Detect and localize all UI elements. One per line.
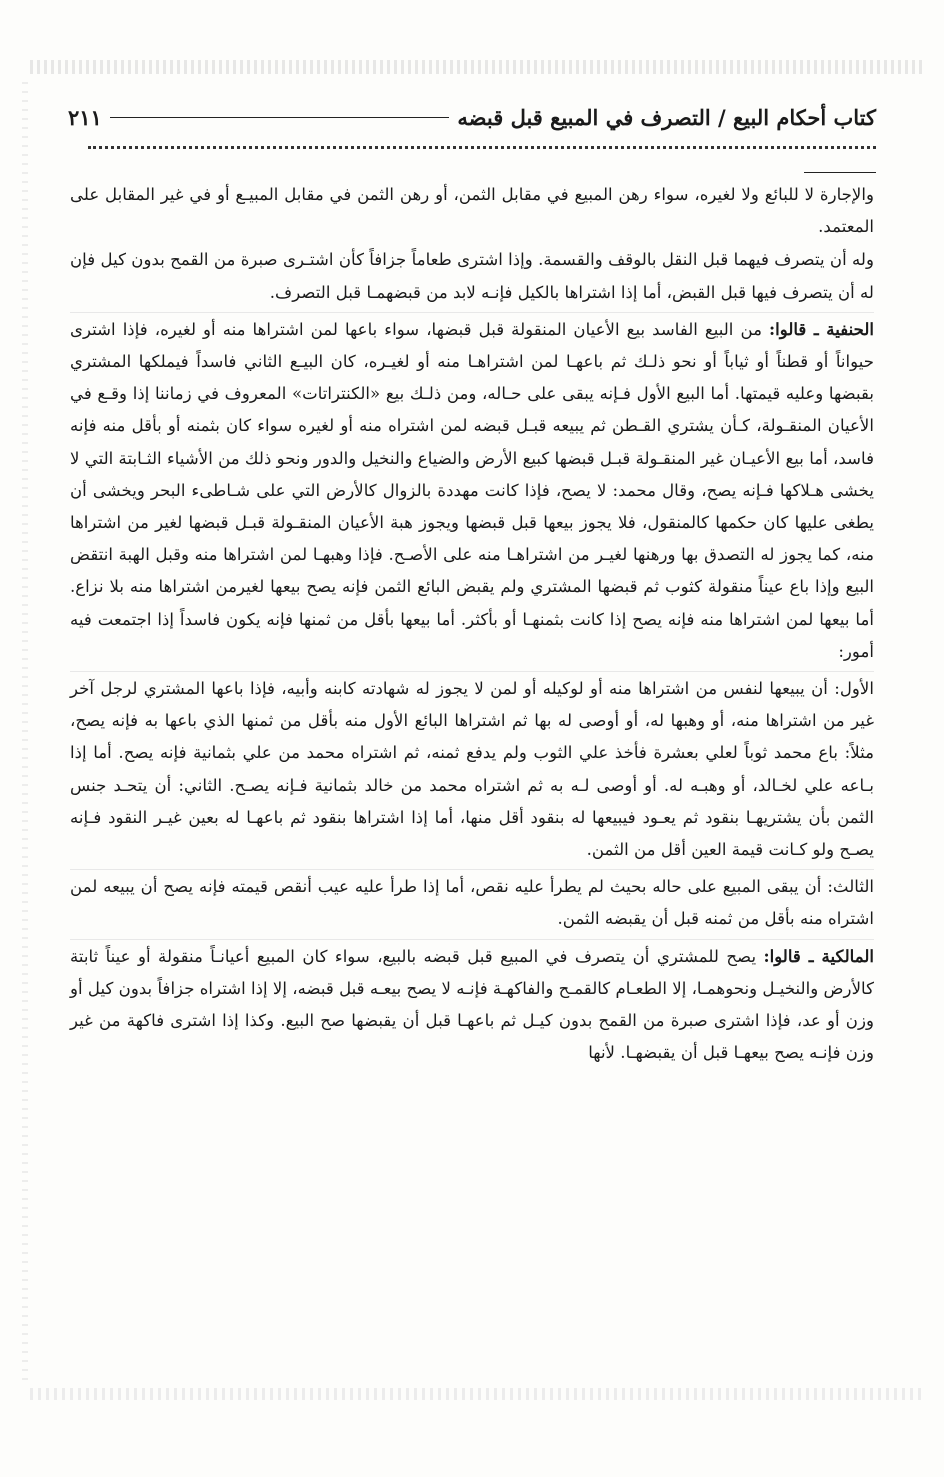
school-name-maliki: المالكية ـ قالوا: — [763, 945, 874, 966]
header-title: كتاب أحكام البيع / التصرف في المبيع قبل قبضه — [457, 104, 876, 130]
paragraph — [70, 178, 874, 243]
scan-noise-bottom — [30, 1388, 924, 1400]
short-rule — [804, 172, 876, 173]
paragraph-text: والإجارة لا للبائع ولا لغيره، سواء رهن المبيع في مقابل الثمن، أو رهن الثمن في مقابل المبيـع أو في غير المقابل على المعتمد. — [70, 185, 874, 237]
paragraph-text: الثالث: أن يبقى المبيع على حاله بحيث لم يطرأ عليه نقص، أما إذا طرأ عليه عيب أنقص قيمته فإنه يصح أن يبيعه لمن اشتراه منه بأقل من ثمنه قبل أن يقبضه الثمن. — [70, 877, 874, 929]
scan-noise-top — [30, 60, 924, 74]
running-header — [68, 100, 876, 134]
paragraph-hanafi — [70, 312, 874, 668]
header-rule — [110, 117, 450, 118]
paragraph-text: من البيع الفاسد بيع الأعيان المنقولة قبل قبضها، سواء باعها لمن اشتراها منه أو لغيره، فإذا اشترى حيواناً أو قطناً أو ثياباً أو نحو ذلـك ثم باعهـا لمن اشتراهـا منه أو لغيـره، كان البيـع الثاني فاسداً فيملكها المشتري بقبضها وعليه قيمتها. أما البيع الأول فـإنه يبقى على حـاله، ومن ذلـك بيع «الكنتراتات» المعروف في زماننا إذا وقـع في الأعيان المنقـولة، كـأن يشتري القـطن ثم يبيعه قبـل قبضه لمن اشتراه منه أو لغيره سواء كان بثمنه أو بأقل منه فإنه فاسد، أما بيع الأعيـان غير المنقـولة قبـل قبضها كبيع الأرض والضياع والنخيل والدور ونحو ذلك من الأشياء الثـابتة التي لا يخشى هـلاكها فـإنه يصح، وقال محمد: لا يصح، فإذا كانت مهددة بالزوال كالأرض التي على شـاطىء البحر ويخشى أن يطغى عليها كان حكمها كالمنقول، فلا يجوز بيعها قبل قبضها ويجوز هبة الأعيان المنقـولة قبـل قبضها لغير من اشتراها منه، كما يجوز له التصدق بها ورهنها لغيـر من اشتراهـا منه على الأصـح. فإذا وهبهـا لمن اشتراها منه وقبل الهبة انتقض البيع وإذا باع عيناً منقولة كثوب ثم قبضها المشتري ولم يقبض البائع الثمن فإنه يصح بيعها لغيرمن اشتراها منه بلا نزاع. أما بيعها لمن اشتراها منه فإنه يصح إذا كانت بثمنهـا أو بأكثر. أما بيعها بأقل من ثمنها فإنه يكون فاسداً إذا اجتمعت فيه أمور: — [70, 319, 874, 661]
school-name-hanafi: الحنفية ـ قالوا: — [769, 318, 874, 339]
page-number: ٢١١ — [68, 104, 102, 130]
scan-noise-left — [22, 80, 28, 1380]
body-text — [70, 178, 874, 1069]
paragraph — [70, 243, 874, 308]
paragraph-text: يصح للمشتري أن يتصرف في المبيع قبل قبضه بالبيع، سواء كان المبيع أعيانـاً منقولة أو عيناً ثابتة كالأرض والنخيـل ونحوهمـا، إلا الطعـام كالقمـح والفاكهـة فإنـه لا يصح بيعـه قبل قبضه، إلا إذا اشتراه جزافاً بدون كيل أو وزن أو عد، فإذا اشترى صبرة من القمح بدون كيـل ثم باعهـا قبل أن يقبضها صح البيع. وكذا إذا اشترى فاكهة من غير وزن فإنـه يصح بيعهـا قبل أن يقبضهـا. لأنها — [70, 946, 874, 1063]
paragraph-text: الأول: أن يبيعها لنفس من اشتراها منه أو لوكيله أو لمن لا يجوز له شهادته كابنه وأبيه، فإذا باعها المشتري لرجل آخر غير من اشتراها منه، أو وهبها له، أو أوصى له بها ثم اشتراها البائع الأول منه بأقل من ثمنها الذي باعها به فإنه يصح، مثلاً: باع محمد ثوباً لعلي بعشرة فأخذ علي الثوب ولم يدفع ثمنه، ثم اشتراه محمد من علي بثمانية فإنه يصح. أما إذا بـاعه علي لخـالد، أو وهبـه له. أو أوصى لـه به ثم اشتراه محمد من خالد بثمانية فـإنه يصـح. الثاني: أن يتحـد جنس الثمن بأن يشتريهـا بنقود ثم يعـود فيبيعها له بنقود أقل منها، أما إذا اشتراها بنقود ثم باعهـا له بعين غيـر النقود فـإنه يصـح ولو كـانت قيمة العين أقل من الثمن. — [70, 679, 874, 860]
paragraph-maliki — [70, 939, 874, 1070]
paragraph — [70, 671, 874, 866]
dotted-separator — [88, 146, 876, 149]
paragraph — [70, 869, 874, 935]
paragraph-text: وله أن يتصرف فيهما قبل النقل بالوقف والقسمة. وإذا اشترى طعاماً جزافاً كأن اشتـرى صبرة من القمح بدون كيل فإن له أن يتصرف فيها قبل القبض، أما إذا اشتراها بالكيل فإنـه لابد من قبضهمـا قبل التصرف. — [70, 250, 874, 302]
